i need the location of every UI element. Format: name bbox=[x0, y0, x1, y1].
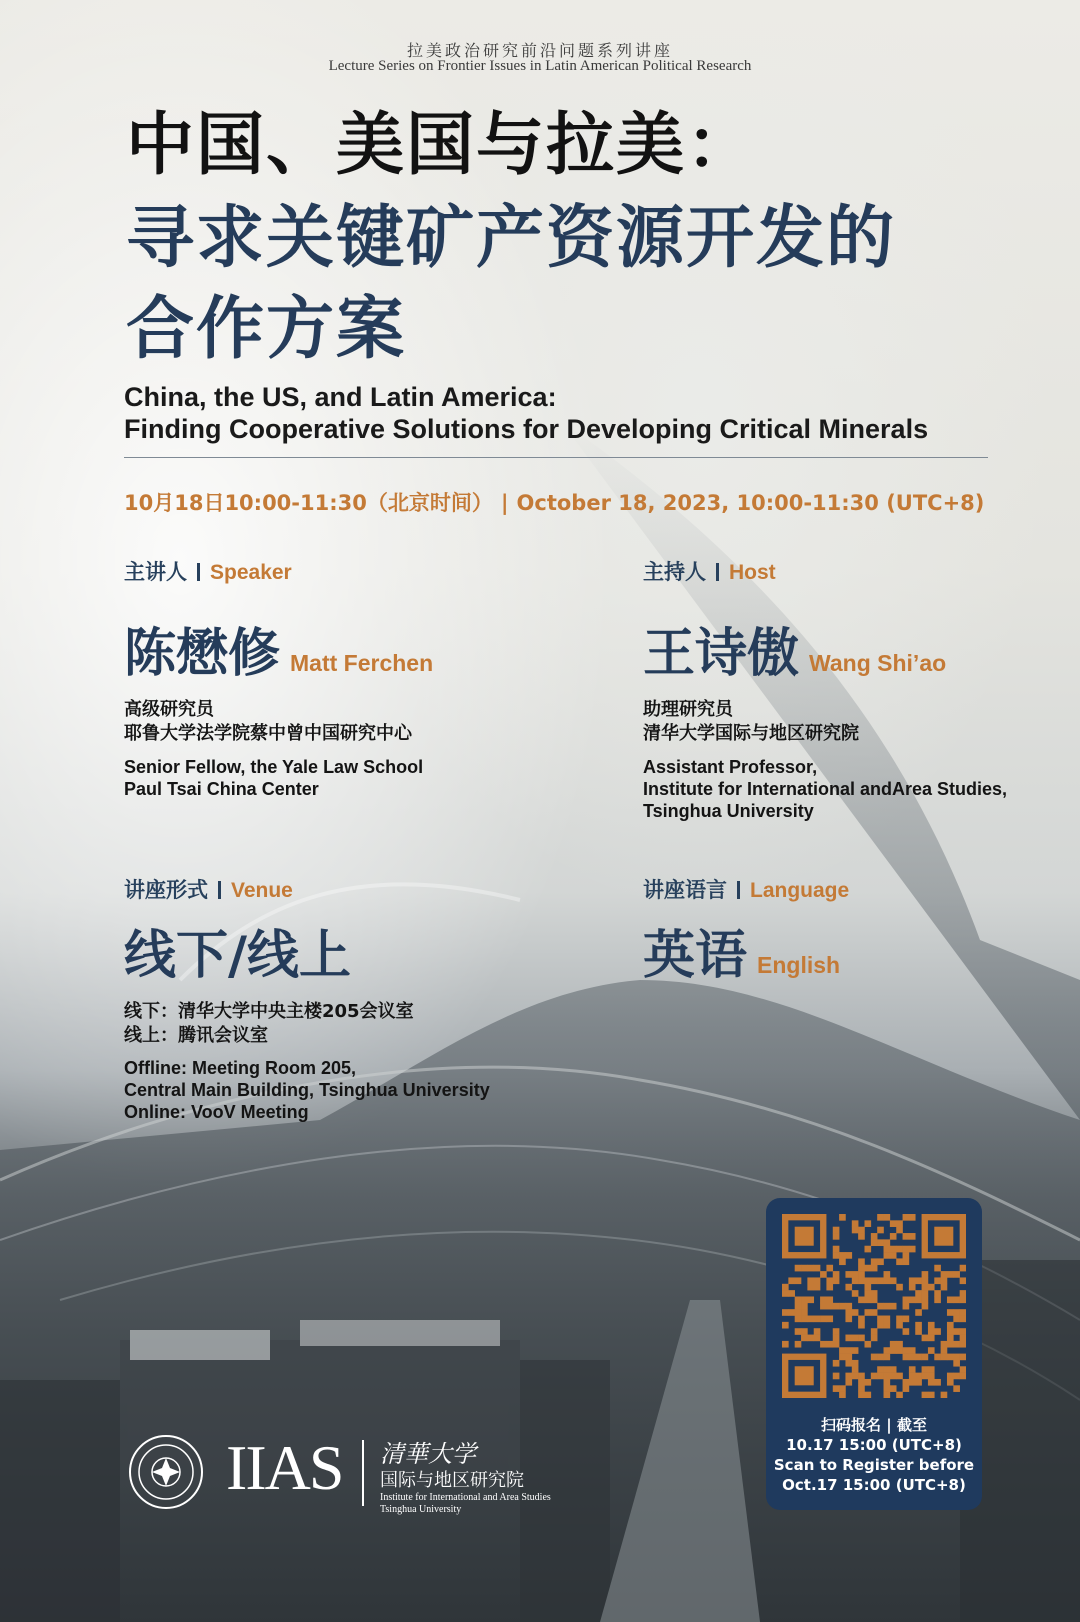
tsinghua-logo-text: 清華大学 bbox=[380, 1440, 476, 1468]
venue-en-2: Central Main Building, Tsinghua University bbox=[124, 1080, 490, 1100]
logo-divider bbox=[362, 1440, 364, 1506]
venue-label-zh: 讲座形式 bbox=[124, 878, 208, 902]
speaker-affiliation-en-2: Paul Tsai China Center bbox=[124, 779, 319, 799]
institute-name-zh: 国际与地区研究院 bbox=[380, 1470, 524, 1491]
series-title-zh: 拉美政治研究前沿问题系列讲座 bbox=[406, 41, 673, 60]
host-title-zh: 助理研究员 bbox=[643, 699, 733, 720]
institute-name-en bbox=[380, 1492, 551, 1516]
venue-online-zh: 线上：腾讯会议室 bbox=[124, 1025, 268, 1046]
title-en-line1: China, the US, and Latin America: bbox=[124, 382, 557, 412]
language-value-zh: 英语 bbox=[643, 926, 748, 986]
title-en-line2: Finding Cooperative Solutions for Developing Critical Minerals bbox=[124, 414, 929, 444]
host-affiliation-en-1: Assistant Professor, bbox=[643, 757, 818, 777]
event-date-zh: 10月18日10:00-11:30（北京时间） bbox=[124, 491, 493, 515]
host-name-en: Wang Shi’ao bbox=[809, 650, 947, 676]
speaker-name-zh: 陈懋修 bbox=[124, 624, 281, 684]
register-deadline-zh: 扫码报名 | 截至 bbox=[821, 1416, 927, 1434]
register-instruction-en: Scan to Register before bbox=[773, 1456, 975, 1474]
venue-label-en: Venue bbox=[231, 879, 293, 902]
language-value-en: English bbox=[757, 952, 841, 978]
venue-offline-zh: 线下：清华大学中央主楼205会议室 bbox=[124, 1001, 414, 1022]
label-bar bbox=[218, 881, 221, 899]
institute-name-en-2: Tsinghua University bbox=[380, 1504, 462, 1515]
register-deadline-time: 10.17 15:00 (UTC+8) bbox=[786, 1436, 962, 1454]
host-name bbox=[643, 624, 947, 684]
label-bar bbox=[737, 881, 740, 899]
date-separator: | bbox=[500, 491, 509, 515]
register-deadline-en: Oct.17 15:00 (UTC+8) bbox=[782, 1476, 966, 1494]
speaker-title-zh: 高级研究员 bbox=[124, 699, 214, 720]
speaker-name bbox=[124, 624, 434, 684]
institute-name-en-1: Institute for International and Area Studies bbox=[380, 1492, 551, 1503]
venue-format-zh: 线下/线上 bbox=[124, 926, 351, 986]
speaker-label bbox=[124, 556, 292, 586]
language-label bbox=[643, 874, 849, 904]
host-label bbox=[643, 556, 776, 586]
speaker-label-zh: 主讲人 bbox=[124, 560, 187, 584]
speaker-affiliation-zh: 耶鲁大学法学院蔡中曾中国研究中心 bbox=[124, 723, 412, 744]
event-date bbox=[124, 487, 984, 517]
venue-en-3: Online: VooV Meeting bbox=[124, 1102, 309, 1122]
title-zh-line1: 中国、美国与拉美： bbox=[126, 106, 757, 185]
host-affiliation-en-3: Tsinghua University bbox=[643, 801, 814, 821]
language-label-zh: 讲座语言 bbox=[643, 878, 727, 902]
series-title-en: Lecture Series on Frontier Issues in Latin American Political Research bbox=[328, 58, 752, 74]
venue-en-1: Offline: Meeting Room 205, bbox=[124, 1058, 357, 1078]
label-bar bbox=[197, 563, 200, 581]
language-label-en: Language bbox=[750, 879, 850, 902]
qr-code-icon bbox=[782, 1214, 966, 1398]
host-name-zh: 王诗傲 bbox=[643, 624, 800, 684]
venue-label bbox=[124, 874, 293, 904]
speaker-affiliation-en-1: Senior Fellow, the Yale Law School bbox=[124, 757, 424, 777]
speaker-name-en: Matt Ferchen bbox=[290, 650, 434, 676]
language-value bbox=[643, 926, 841, 986]
host-affiliation-zh: 清华大学国际与地区研究院 bbox=[643, 723, 859, 744]
host-label-zh: 主持人 bbox=[643, 560, 706, 584]
event-date-en: October 18, 2023, 10:00-11:30 (UTC+8) bbox=[516, 491, 985, 515]
registration-qr-code[interactable] bbox=[782, 1214, 966, 1398]
host-affiliation-en-2: Institute for International andArea Studies, bbox=[643, 779, 1008, 799]
registration-card bbox=[766, 1198, 982, 1510]
iias-logo: IIAS bbox=[226, 1432, 343, 1503]
label-bar bbox=[716, 563, 719, 581]
host-label-en: Host bbox=[729, 561, 776, 584]
speaker-label-en: Speaker bbox=[210, 561, 292, 584]
title-zh-line2: 寻求关键矿产资源开发的 bbox=[126, 199, 897, 278]
tsinghua-seal-logo bbox=[128, 1434, 204, 1510]
title-divider bbox=[124, 457, 988, 458]
title-zh-line3: 合作方案 bbox=[126, 290, 407, 369]
